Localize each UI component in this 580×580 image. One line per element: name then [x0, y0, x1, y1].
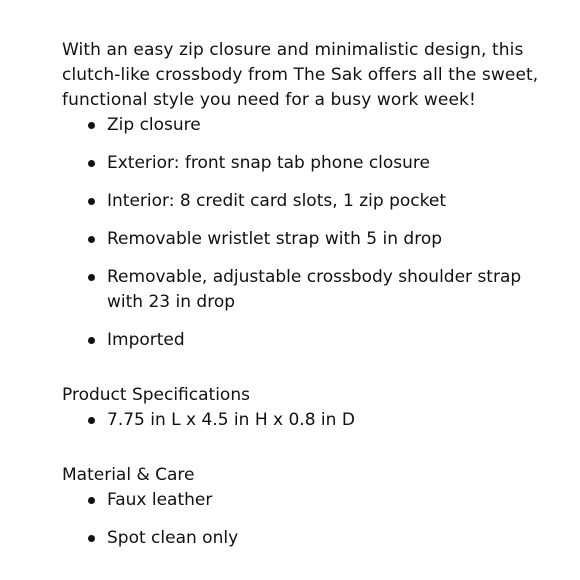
- list-item: [107, 227, 542, 252]
- list-item: [107, 408, 542, 433]
- list-item: [107, 151, 542, 176]
- care-text: Spot clean only: [107, 528, 239, 548]
- bullet-icon: [88, 236, 95, 243]
- feature-text: Zip closure: [107, 115, 201, 135]
- list-item: [107, 265, 542, 315]
- intro-paragraph: With an easy zip closure and minimalistic design, this clutch-like crossbody from The Sak offers all the sweet, functional style you need for a busy work week!: [62, 40, 539, 110]
- feature-list: [62, 113, 542, 353]
- list-item: [107, 113, 542, 138]
- feature-text: Removable wristlet strap with 5 in drop: [107, 229, 443, 249]
- bullet-icon: [88, 417, 95, 424]
- spec-text: 7.75 in L x 4.5 in H x 0.8 in D: [107, 410, 355, 430]
- section-spacer: [62, 433, 542, 463]
- list-item: [107, 189, 542, 214]
- product-description: [62, 38, 542, 551]
- bullet-icon: [88, 198, 95, 205]
- bullet-icon: [88, 160, 95, 167]
- list-item: [107, 328, 542, 353]
- feature-text: Interior: 8 credit card slots, 1 zip pocket: [107, 191, 446, 211]
- feature-text: Imported: [107, 330, 185, 350]
- material-care-list: [62, 488, 542, 551]
- material-care-heading: Material & Care: [62, 465, 195, 485]
- feature-text: Removable, adjustable crossbody shoulder strap with 23 in drop: [107, 267, 522, 312]
- feature-text: Exterior: front snap tab phone closure: [107, 153, 431, 173]
- specifications-list: [62, 408, 542, 433]
- bullet-icon: [88, 535, 95, 542]
- bullet-icon: [88, 274, 95, 281]
- care-text: Faux leather: [107, 490, 213, 510]
- list-item: [107, 526, 542, 551]
- section-spacer: [62, 353, 542, 383]
- list-item: [107, 488, 542, 513]
- specifications-heading: Product Specifications: [62, 385, 250, 405]
- bullet-icon: [88, 497, 95, 504]
- bullet-icon: [88, 337, 95, 344]
- bullet-icon: [88, 122, 95, 129]
